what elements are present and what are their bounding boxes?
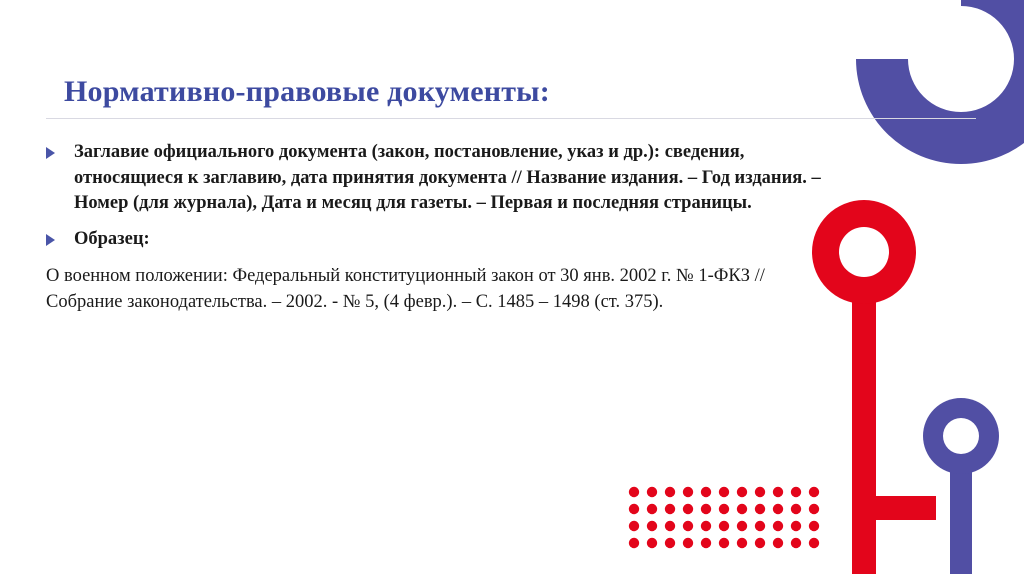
example-citation-text: О военном положении: Федеральный конституционный закон от 30 янв. 2002 г. № 1-ФКЗ // Собрание законодательства. – 2002. - № 5, (4 февр.). – С. 1485 – 1498 (ст. 375). — [46, 266, 765, 312]
list-item — [46, 140, 826, 217]
list-item-label: Заглавие официального документа (закон, постановление, указ и др.): сведения, относящиеся к заглавию, дата принятия документа // Название издания. – Год издания. – Номер (для журнала), Дата и месяц для газеты. – Первая и последняя страницы. — [74, 142, 821, 214]
purple-ring-decoration — [846, 0, 1024, 174]
triangle-bullet-icon — [46, 227, 74, 246]
triangle-bullet-icon — [46, 140, 74, 159]
page-title: Нормативно-правовые документы: — [64, 75, 550, 109]
purple-key-decoration — [906, 396, 1016, 574]
red-dot-grid-decoration — [628, 486, 828, 560]
title-divider — [46, 118, 976, 119]
list-item — [46, 227, 826, 253]
list-item-label: Образец: — [74, 228, 150, 249]
slide-body — [46, 140, 826, 334]
